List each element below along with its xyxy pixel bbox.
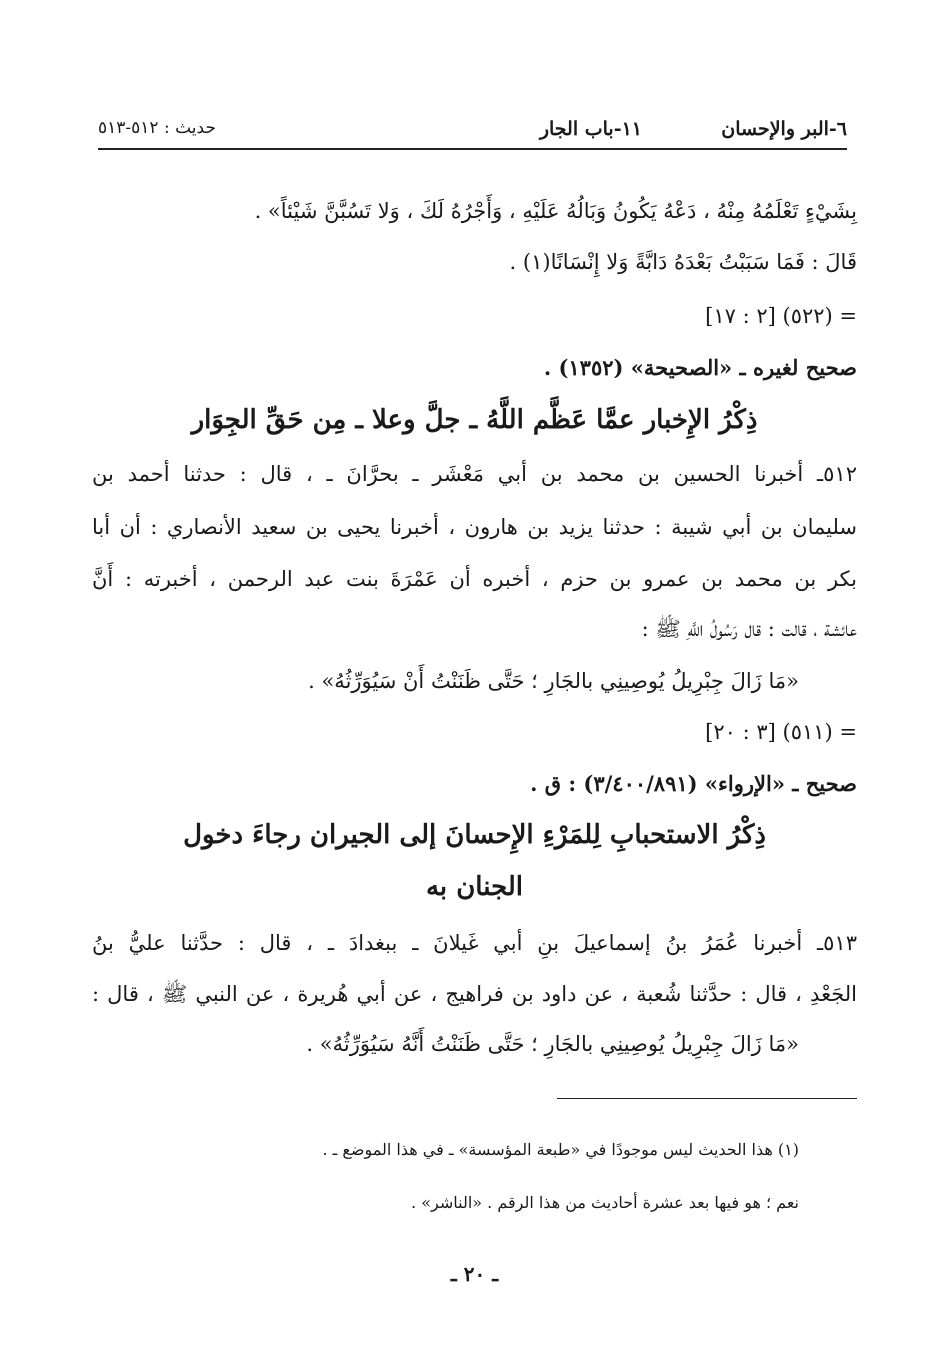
section-heading: ذِكْرُ الإِخبار عمَّا عَظَّم اللَّهُ ـ جلَّ وعلا ـ مِن حَقِّ الجِوَار [191, 405, 758, 435]
footnote: نعم ؛ هو فيها بعد عشرة أحاديث من هذا الرقم . «الناشر» . [411, 1193, 799, 1212]
text-line: سليمان بن أبي شيبة : حدثنا يزيد بن هارون ، أخبرنا يحيى بن سعيد الأنصاري : أن أبا [92, 515, 857, 539]
reference-line: = (٥٢٢) [٢ : ١٧] [705, 304, 857, 328]
text-line: بكر بن محمد بن عمرو بن حزم ، أخبره أن عَمْرَةَ بنت عبد الرحمن ، أخبرته : أَنَّ [92, 567, 857, 591]
text-line: بِشَيْءٍ تَعْلَمُهُ مِنْهُ ، دَعْهُ يَكُونُ وَبَالُهُ عَلَيْهِ ، وَأَجْرُهُ لَكَ ، وَلا تَسُبَّنَّ شَيْئاً» . [254, 199, 857, 223]
hadith-matn: «مَا زَالَ جِبْرِيلُ يُوصِينِي بالجَارِ ؛ حَتَّى ظَنَنْتُ أَنْ سَيُوَرِّثُهُ» . [308, 669, 799, 693]
text-line: الجَعْدِ ، قال : حدَّثنا شُعبة ، عن داود بن فراهيج ، عن أبي هُريرة ، عن النبي ﷺ ، قال : [92, 982, 857, 1006]
text-line: ٥١٢ـ أخبرنا الحسين بن محمد بن أبي مَعْشَر ـ بحرَّانَ ـ ، قال : حدثنا أحمد بن [92, 462, 857, 486]
text-line: عائشة ، قالت : قال رَسُولُ اللَّهِ ﷺ : [641, 617, 857, 641]
reference-line: = (٥١١) [٣ : ٢٠] [705, 720, 857, 744]
page-header [98, 112, 847, 150]
hadith-matn: «مَا زَالَ جِبْرِيلُ يُوصِينِي بالجَارِ ؛ حَتَّى ظَنَنْتُ أَنَّهُ سَيُوَرِّثُهُ» . [306, 1032, 799, 1056]
hadith-range: حديث : ٥١٢-٥١٣ [98, 118, 216, 138]
grade-line: صحيح لغيره ـ «الصحيحة» (١٣٥٢) . [543, 355, 857, 380]
grade-line: صحيح ـ «الإرواء» (٣/٤٠٠/٨٩١) : ق . [530, 771, 857, 796]
footnote-divider [557, 1098, 857, 1099]
text-line: قَالَ : فَمَا سَبَبْتُ بَعْدَهُ دَابَّةً وَلا إِنْسَانًا(١) . [509, 250, 857, 274]
footnote: (١) هذا الحديث ليس موجودًا في «طبعة المؤسسة» ـ في هذا الموضع ـ . [322, 1140, 799, 1159]
section-heading: الجنان به [425, 872, 524, 902]
section-title: ١١-باب الجار [539, 118, 642, 140]
chapter-title: ٦-البر والإحسان [721, 118, 847, 140]
section-heading: ذِكْرُ الاستحبابِ لِلمَرْءِ الإِحسانَ إلى الجيران رجاءَ دخول [183, 820, 766, 850]
page-number: ـ ٢٠ ـ [450, 1262, 499, 1286]
text-line: ٥١٣ـ أخبرنا عُمَرُ بنُ إسماعيلَ بنِ أبي غَيلانَ ـ ببغدادَ ـ ، قال : حدَّثنا عليُّ بنُ [92, 931, 857, 955]
